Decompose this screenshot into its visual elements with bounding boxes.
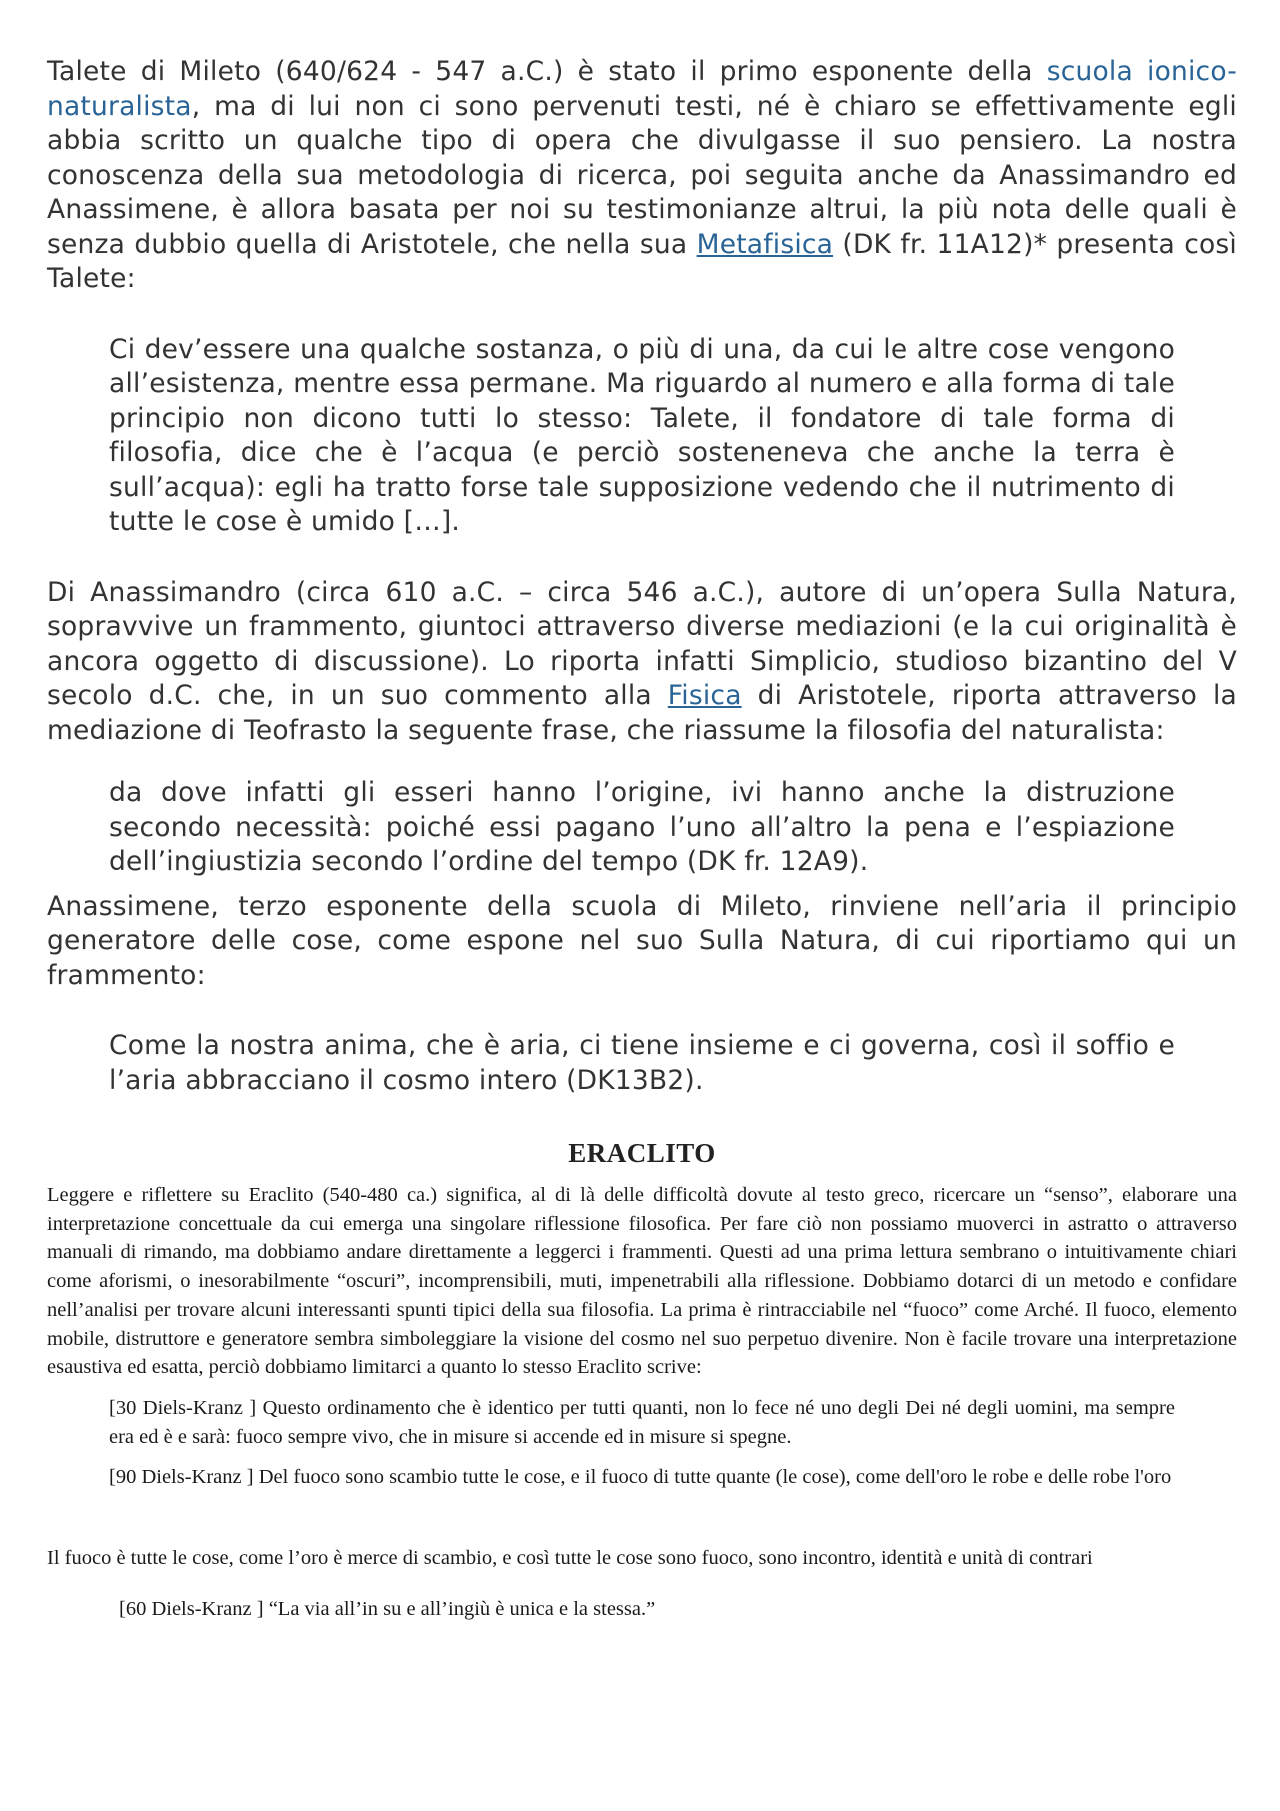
fragment-30: [30 Diels-Kranz ] Questo ordinamento che è identico per tutti quanti, non lo fece né uno degli Dei né degli uomini, ma sempre era ed è e sarà: fuoco sempre vivo, che in misure si accende ed in misure si spegne. — [109, 1396, 1175, 1448]
page-content — [47, 55, 1237, 1623]
paragraph-talete: Talete di Mileto (640/624 - 547 a.C.) è stato il primo esponente della scuola ionico-naturalista, ma di lui non ci sono pervenuti testi, né è chiaro se effettivamente egli abbia scritto un qualche tipo di opera che divulgasse il suo pensiero. La nostra conoscenza della sua metodologia di ricerca, poi seguita anche da Anassimandro ed Anassimene, è allora basata per noi su testimonianze altrui, la più nota delle quali è senza dubbio quella di Aristotele, che nella sua Metafisica (DK fr. 11A12)* presenta così Talete: — [47, 56, 1237, 294]
link-fisica[interactable]: Fisica — [667, 680, 742, 711]
section-heading-eraclito: ERACLITO — [568, 1138, 716, 1168]
eraclito-section — [47, 1181, 1237, 1623]
paragraph-fuoco: Il fuoco è tutte le cose, come l’oro è merce di scambio, e così tutte le cose sono fuoco, sono incontro, identità e unità di contrari — [47, 1547, 1093, 1570]
paragraph-anassimandro: Di Anassimandro (circa 610 a.C. – circa 546 a.C.), autore di un’opera Sulla Natura, sopravvive un frammento, giuntoci attraverso diverse mediazioni (e la cui originalità è ancora oggetto di discussione). Lo riporta infatti Simplicio, studioso bizantino del V secolo d.C. che, in un suo commento alla Fisica di Aristotele, riporta attraverso la mediazione di Teofrasto la seguente frase, che riassume la filosofia del naturalista: — [47, 576, 1237, 746]
quote-anassimandro: da dove infatti gli esseri hanno l’origine, ivi hanno anche la distruzione secondo necessità: poiché essi pagano l’uno all’altro la pena e l’espiazione dell’ingiustizia secondo l’ordine del tempo (DK fr. 12A9). — [109, 777, 1175, 877]
quote-anassimene: Come la nostra anima, che è aria, ci tiene insieme e ci governa, così il soffio e l’aria abbracciano il cosmo intero (DK13B2). — [109, 1030, 1175, 1096]
intro-section — [47, 55, 1237, 1098]
link-metafisica[interactable]: Metafisica — [696, 228, 834, 260]
quote-aristotele: Ci dev’essere una qualche sostanza, o più di una, da cui le altre cose vengono all’esistenza, mentre essa permane. Ma riguardo al numero e alla forma di tale principio non dicono tutti lo stesso: Talete, il fondatore di tale forma di filosofia, dice che è l’acqua (e perciò sosteneneva che anche la terra è sull’acqua): egli ha tratto forse tale supposizione vedendo che il nutrimento di tutte le cose è umido […]. — [109, 333, 1175, 537]
paragraph-eraclito-intro: Leggere e riflettere su Eraclito (540-480 ca.) significa, al di là delle difficoltà dovute al testo greco, ricercare un “senso”, elaborare una interpretazione concettuale da cui emerga una singolare riflessione filosofica. Per fare ciò non possiamo muoverci in astratto o attraverso manuali di rimando, ma dobbiamo andare direttamente a leggerci i frammenti. Questi ad una prima lettura sembrano o intuitivamente chiari come aforismi, o inesorabilmente “oscuri”, incomprensibili, muti, impenetrabili alla riflessione. Dobbiamo dotarci di un metodo e confidare nell’analisi per trovare alcuni interessanti spunti tipici della sua filosofia. La prima è rintracciabile nel “fuoco” come Arché. Il fuoco, elemento mobile, distruttore e generatore sembra simboleggiare la visione del cosmo nel suo perpetuo divenire. Non è facile trovare una interpretazione esaustiva ed esatta, perciò dobbiamo limitarci a quanto lo stesso Eraclito scrive: — [47, 1184, 1237, 1379]
fragment-60: [60 Diels-Kranz ] “La via all’in su e all’ingiù è unica e la stessa.” — [119, 1597, 656, 1620]
fragment-90: [90 Diels-Kranz ] Del fuoco sono scambio tutte le cose, e il fuoco di tutte quante (le cose), come dell'oro le robe e delle robe l'oro — [109, 1466, 1172, 1489]
paragraph-anassimene: Anassimene, terzo esponente della scuola di Mileto, rinviene nell’aria il principio generatore delle cose, come espone nel suo Sulla Natura, di cui riportiamo qui un frammento: — [47, 890, 1237, 991]
link-scuola-ionico-naturalista[interactable]: scuola ionico-naturalista — [47, 56, 1237, 122]
